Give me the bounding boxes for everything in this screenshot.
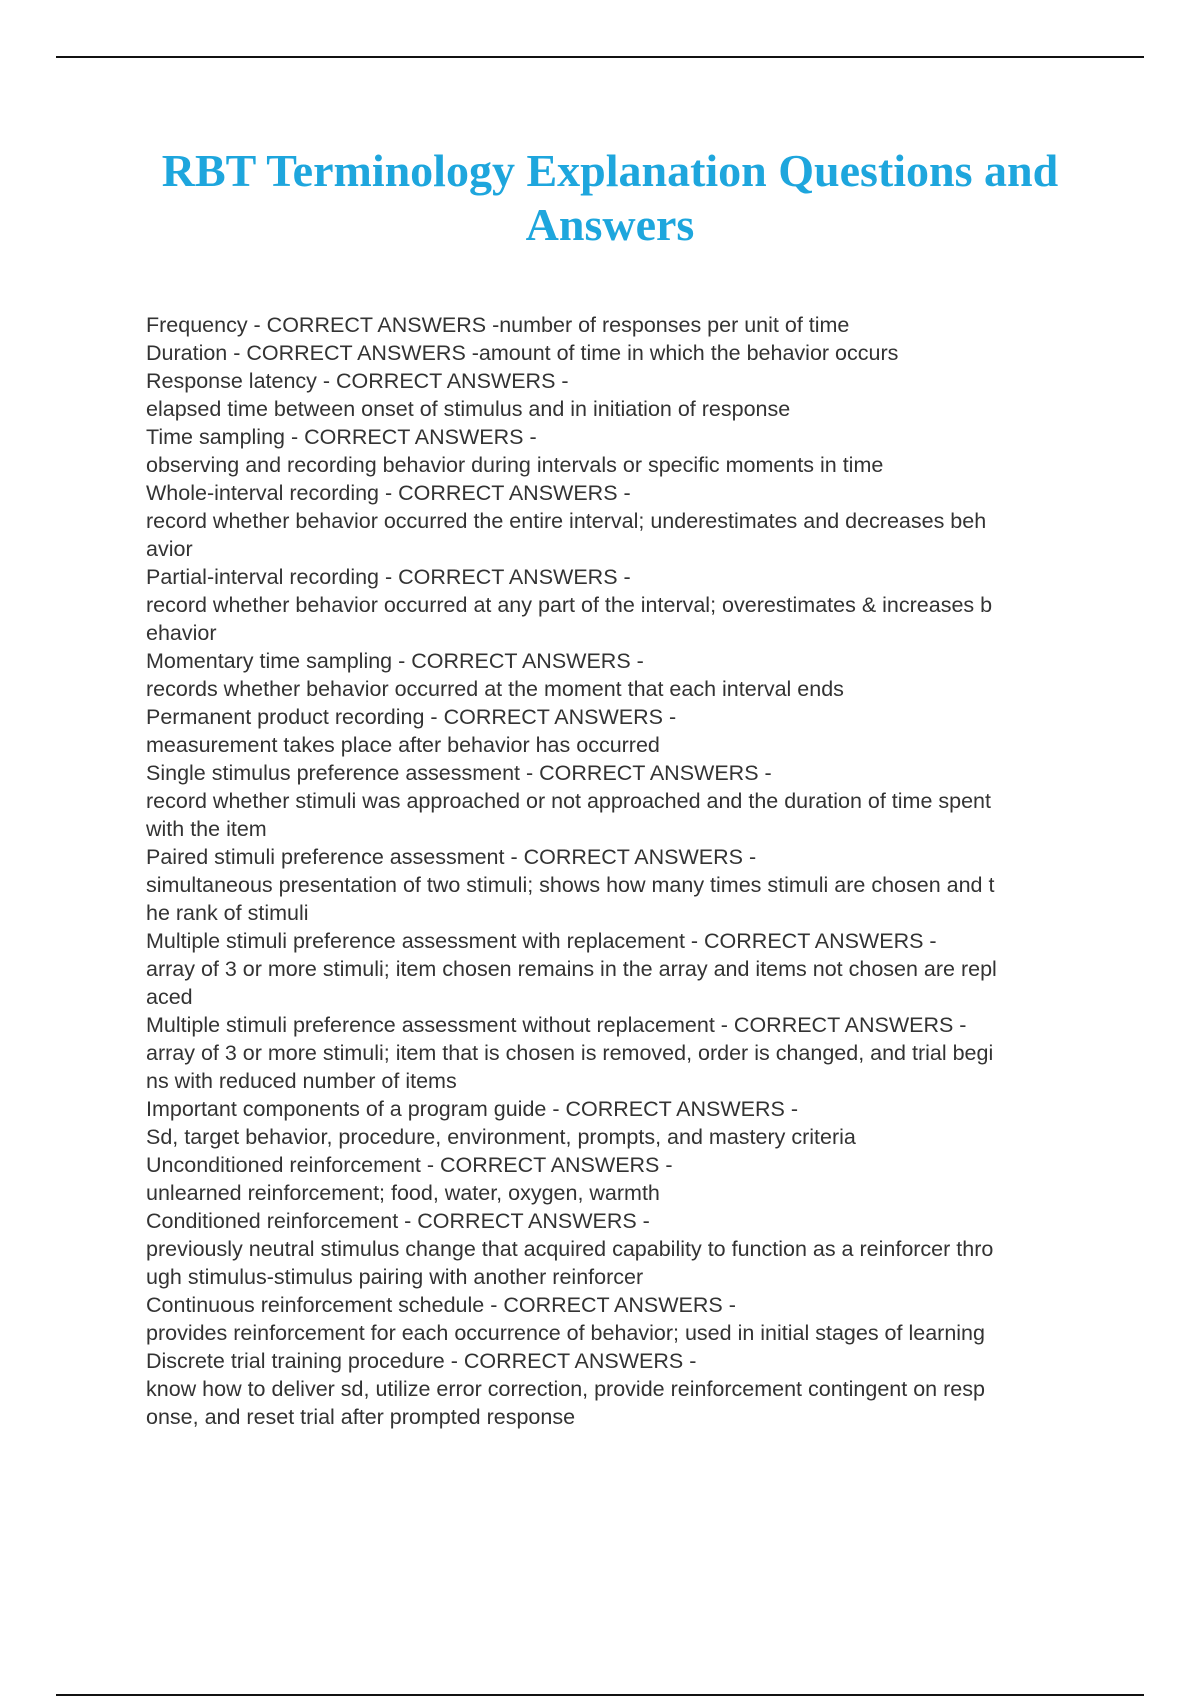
text-line: avior [146,537,193,561]
bottom-divider [56,1694,1144,1696]
text-line: record whether stimuli was approached or not approached and the duration of time spent [146,789,991,813]
text-line: Continuous reinforcement schedule - CORRECT ANSWERS - [146,1293,736,1317]
text-line: aced [146,985,193,1009]
document-title [120,144,1100,252]
text-line: he rank of stimuli [146,901,309,925]
text-line: provides reinforcement for each occurrence of behavior; used in initial stages of learning [146,1321,985,1345]
text-line: Time sampling - CORRECT ANSWERS - [146,425,537,449]
text-line: know how to deliver sd, utilize error correction, provide reinforcement contingent on resp [146,1377,985,1401]
text-line: Multiple stimuli preference assessment with replacement - CORRECT ANSWERS - [146,929,937,953]
text-line: measurement takes place after behavior has occurred [146,733,660,757]
text-line: Whole-interval recording - CORRECT ANSWERS - [146,481,631,505]
text-line: Permanent product recording - CORRECT ANSWERS - [146,705,677,729]
text-line: Sd, target behavior, procedure, environment, prompts, and mastery criteria [146,1125,856,1149]
text-line: records whether behavior occurred at the moment that each interval ends [146,677,844,701]
text-line: observing and recording behavior during intervals or specific moments in time [146,453,884,477]
text-line: Paired stimuli preference assessment - CORRECT ANSWERS - [146,845,757,869]
text-line: previously neutral stimulus change that acquired capability to function as a reinforcer thro [146,1237,994,1261]
text-line: Unconditioned reinforcement - CORRECT ANSWERS - [146,1153,673,1177]
text-line: Partial-interval recording - CORRECT ANSWERS - [146,565,631,589]
text-line: ugh stimulus-stimulus pairing with another reinforcer [146,1265,644,1289]
top-divider [56,56,1144,58]
text-line: simultaneous presentation of two stimuli; shows how many times stimuli are chosen and t [146,873,995,897]
text-line: array of 3 or more stimuli; item chosen remains in the array and items not chosen are repl [146,957,997,981]
text-line: Momentary time sampling - CORRECT ANSWERS - [146,649,644,673]
document-body [146,311,1086,1431]
text-line: record whether behavior occurred at any part of the interval; overestimates & increases b [146,593,993,617]
text-line: Response latency - CORRECT ANSWERS - [146,369,569,393]
text-line: Discrete trial training procedure - CORRECT ANSWERS - [146,1349,697,1373]
text-line: Conditioned reinforcement - CORRECT ANSWERS - [146,1209,650,1233]
text-line: with the item [146,817,267,841]
text-line: Duration - CORRECT ANSWERS -amount of time in which the behavior occurs [146,341,899,365]
text-line: unlearned reinforcement; food, water, oxygen, warmth [146,1181,660,1205]
text-line: elapsed time between onset of stimulus and in initiation of response [146,397,791,421]
text-line: array of 3 or more stimuli; item that is chosen is removed, order is changed, and trial begi [146,1041,994,1065]
text-line: record whether behavior occurred the entire interval; underestimates and decreases beh [146,509,987,533]
text-line: ehavior [146,621,217,645]
text-line: Single stimulus preference assessment - CORRECT ANSWERS - [146,761,772,785]
title-line-2: Answers [525,199,695,250]
title-line-1: RBT Terminology Explanation Questions and [161,145,1059,196]
text-line: onse, and reset trial after prompted response [146,1405,576,1429]
text-line: Important components of a program guide - CORRECT ANSWERS - [146,1097,799,1121]
text-line: Multiple stimuli preference assessment without replacement - CORRECT ANSWERS - [146,1013,967,1037]
text-line: Frequency - CORRECT ANSWERS -number of responses per unit of time [146,313,850,337]
text-line: ns with reduced number of items [146,1069,457,1093]
